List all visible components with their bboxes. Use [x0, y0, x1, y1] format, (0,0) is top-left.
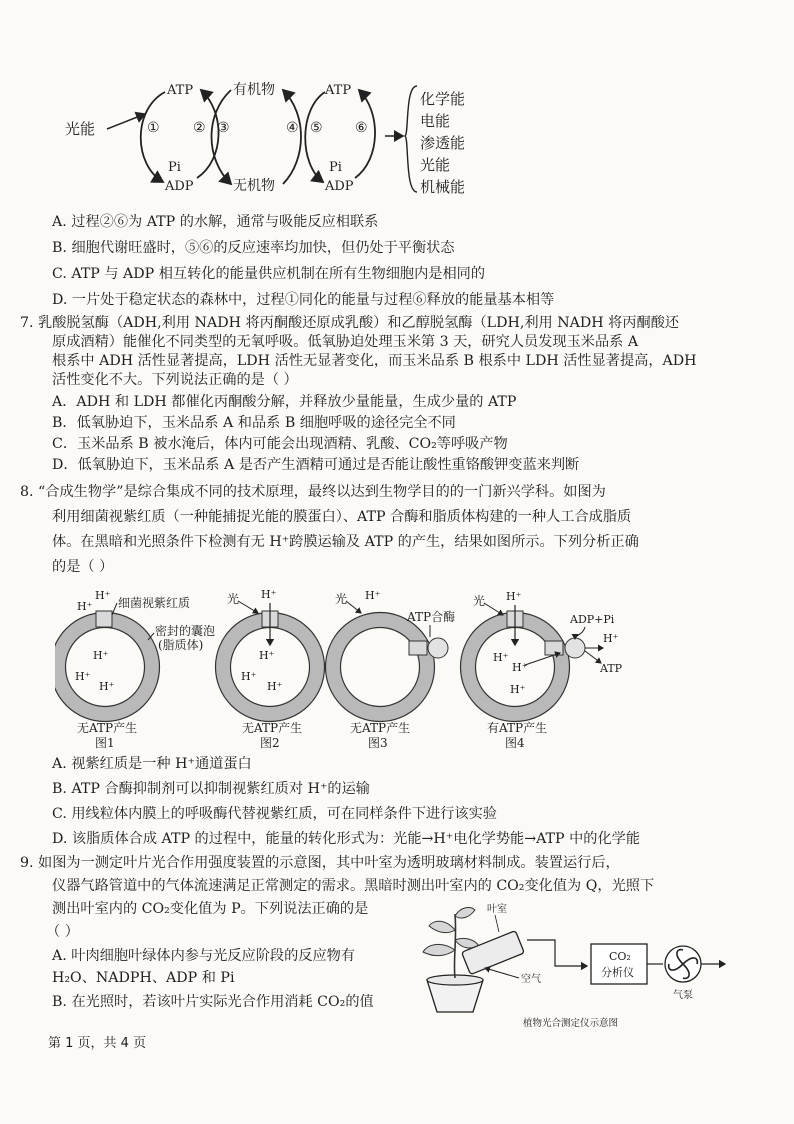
svg-text:H⁺: H⁺	[261, 588, 277, 601]
q6-option-a: A. 过程②⑥为 ATP 的水解，通常与吸能反应相联系	[52, 214, 379, 230]
svg-text:H⁺: H⁺	[510, 683, 526, 696]
energy-form: 光能	[420, 156, 451, 174]
q6-option-c: C. ATP 与 ADP 相互转化的能量供应机制在所有生物细胞内是相同的	[52, 266, 486, 282]
q6-option-b: B. 细胞代谢旺盛时，⑤⑥的反应速率均加快，但仍处于平衡状态	[52, 240, 455, 256]
svg-text:④: ④	[286, 120, 299, 136]
liposome-figures	[55, 585, 735, 755]
svg-text:图4: 图4	[505, 736, 525, 750]
svg-text:无ATP产生: 无ATP产生	[350, 721, 411, 735]
svg-text:H⁺: H⁺	[241, 670, 257, 683]
svg-text:H⁺: H⁺	[512, 661, 528, 674]
svg-text:H⁺: H⁺	[259, 649, 275, 662]
svg-text:ATP: ATP	[600, 662, 623, 675]
svg-text:①: ①	[147, 120, 160, 136]
svg-text:叶室: 叶室	[487, 904, 507, 915]
svg-text:图3: 图3	[368, 736, 388, 750]
q9-option-a-cont: H₂O、NADPH、ADP 和 Pi	[52, 970, 235, 986]
svg-text:无ATP产生: 无ATP产生	[242, 721, 303, 735]
energy-form: 化学能	[420, 90, 466, 108]
svg-text:CO₂: CO₂	[609, 950, 631, 963]
svg-text:无ATP产生: 无ATP产生	[77, 721, 138, 735]
figure-4	[461, 590, 623, 750]
svg-text:分析仪: 分析仪	[601, 966, 634, 979]
svg-text:Pi: Pi	[329, 160, 342, 175]
energy-form: 渗透能	[420, 134, 466, 152]
svg-text:H⁺: H⁺	[95, 589, 111, 602]
svg-text:H⁺: H⁺	[603, 632, 619, 645]
svg-text:有机物: 有机物	[233, 82, 275, 98]
svg-text:ADP: ADP	[165, 179, 194, 194]
svg-text:Pi: Pi	[168, 160, 181, 175]
q7-option-b: B．低氧胁迫下，玉米品系 A 和品系 B 细胞呼吸的途径完全不同	[52, 415, 456, 431]
svg-text:光: 光	[227, 592, 240, 606]
svg-text:H⁺: H⁺	[93, 649, 109, 662]
figure-1	[55, 589, 215, 750]
svg-text:ADP: ADP	[325, 179, 354, 194]
svg-text:图2: 图2	[260, 736, 280, 750]
svg-text:H⁺: H⁺	[365, 589, 381, 602]
svg-text:无机物: 无机物	[233, 178, 275, 194]
q7-option-c: C．玉米品系 B 被水淹后，体内可能会出现酒精、乳酸、CO₂等呼吸产物	[52, 436, 508, 452]
svg-text:(脂质体): (脂质体)	[158, 638, 204, 652]
figure-3	[326, 589, 456, 750]
svg-text:ATP合酶: ATP合酶	[407, 610, 456, 624]
energy-cycle-figure	[55, 74, 485, 204]
svg-text:H⁺: H⁺	[506, 590, 522, 603]
q8-option-b: B. ATP 合酶抑制剂可以抑制视紫红质对 H⁺的运输	[52, 781, 370, 797]
light-arrow	[107, 114, 145, 129]
svg-text:图1: 图1	[95, 736, 115, 750]
q8-option-d: D. 该脂质体合成 ATP 的过程中，能量的转化形式为：光能→H⁺电化学势能→ATP 中的化学能	[52, 831, 641, 847]
q9-option-b: B. 在光照时，若该叶片实际光合作用消耗 CO₂的值	[52, 994, 374, 1010]
energy-form: 电能	[420, 112, 451, 130]
svg-text:③: ③	[217, 120, 230, 136]
q7-option-d: D．低氧胁迫下，玉米品系 A 是否产生酒精可通过是否能让酸性重铬酸钾变蓝来判断	[52, 457, 580, 473]
svg-text:H⁺: H⁺	[267, 680, 283, 693]
svg-text:光: 光	[335, 592, 348, 606]
svg-text:⑤: ⑤	[310, 120, 323, 136]
svg-text:ATP: ATP	[167, 83, 194, 98]
svg-text:密封的囊泡: 密封的囊泡	[155, 624, 216, 638]
svg-text:光: 光	[473, 594, 486, 608]
q9-option-a: A. 叶肉细胞叶绿体内参与光反应阶段的反应物有	[52, 948, 356, 964]
apparatus-caption: 植物光合测定仪示意图	[523, 1018, 619, 1029]
svg-text:空气: 空气	[521, 974, 541, 985]
svg-text:ATP: ATP	[325, 83, 352, 98]
svg-text:H⁺: H⁺	[99, 680, 115, 693]
page-footer: 第 1 页，共 4 页	[48, 1036, 147, 1051]
svg-text:⑥: ⑥	[355, 120, 368, 136]
svg-text:ADP+Pi: ADP+Pi	[570, 613, 615, 626]
q8-option-c: C. 用线粒体内膜上的呼吸酶代替视紫红质，可在同样条件下进行该实验	[52, 806, 497, 822]
svg-text:H⁺: H⁺	[77, 600, 93, 613]
q7-option-a: A．ADH 和 LDH 都催化丙酮酸分解，并释放少量能量，生成少量的 ATP	[52, 394, 517, 410]
svg-text:H⁺: H⁺	[493, 651, 509, 664]
light-energy-label: 光能	[65, 120, 96, 138]
q9-answer-bracket: （ ）	[46, 924, 79, 940]
svg-text:细菌视紫红质: 细菌视紫红质	[118, 596, 191, 610]
figure-2	[216, 588, 325, 750]
svg-text:气泵: 气泵	[673, 990, 693, 1001]
photosynthesis-apparatus-figure	[415, 900, 740, 1035]
energy-form: 机械能	[420, 178, 466, 196]
svg-text:H⁺: H⁺	[75, 670, 91, 683]
q6-option-d: D. 一片处于稳定状态的森林中，过程①同化的能量与过程⑥释放的能量基本相等	[52, 292, 555, 308]
svg-text:②: ②	[193, 120, 206, 136]
svg-text:有ATP产生: 有ATP产生	[487, 721, 548, 735]
q8-option-a: A. 视紫红质是一种 H⁺通道蛋白	[52, 756, 252, 772]
